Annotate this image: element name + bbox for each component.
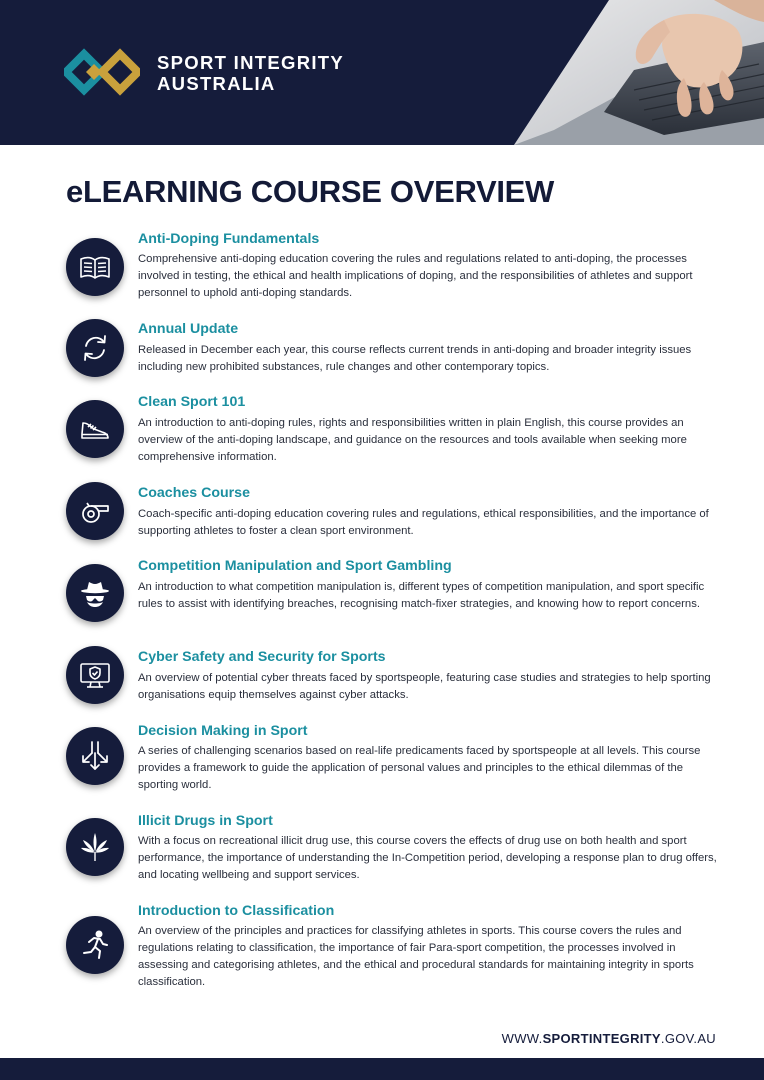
course-icon-illicit-drugs: [66, 818, 124, 876]
course-title: Competition Manipulation and Sport Gambling: [138, 558, 452, 574]
course-title: Illicit Drugs in Sport: [138, 813, 273, 829]
course-icon-classification: [66, 916, 124, 974]
open-book-icon: [78, 250, 112, 284]
course-description: An overview of potential cyber threats faced by sportspeople, featuring case studies and strategies to help sporting organisations equip themselves against cyber attacks.: [138, 672, 711, 701]
course-description: Coach-specific anti-doping education covering rules and regulations, ethical responsibilities, and the importance of supporting athletes to foster a clean sport environment.: [138, 508, 709, 537]
header-banner: [0, 0, 764, 145]
course-description: Comprehensive anti-doping education covering the rules and regulations related to anti-doping, the processes involved in testing, the ethical and health implications of doping, and the responsibilities of athletes and support personnel to uphold anti-doping standards.: [138, 253, 693, 299]
running-person-icon: [78, 928, 112, 962]
sport-integrity-logo-icon: [64, 42, 140, 104]
monitor-shield-icon: [78, 658, 112, 692]
url-domain: SPORTINTEGRITY: [542, 1031, 661, 1046]
course-description: An overview of the principles and practices for classifying athletes in sports. This course covers the rules and regulations relating to classification, the importance of fair Para-sport competition, the processes involved in assessing and categorising athletes, and the ethical and procedural standards for maintaining integrity in sports classification.: [138, 925, 694, 988]
course-icon-annual-update: [66, 319, 124, 377]
brand-line-2: AUSTRALIA: [157, 73, 276, 94]
course-title: Anti-Doping Fundamentals: [138, 231, 320, 247]
url-prefix: WWW.: [501, 1031, 543, 1046]
url-suffix: .GOV.AU: [660, 1031, 716, 1046]
course-icon-cyber-safety: [66, 646, 124, 704]
page-title: eLEARNING COURSE OVERVIEW: [66, 174, 555, 209]
course-description: An introduction to anti-doping rules, rights and responsibilities written in plain English, this course provides an overview of the anti-doping landscape, and guidance on the resources and tools available when seeking more comprehensive information.: [138, 417, 687, 463]
course-icon-anti-doping: [66, 238, 124, 296]
refresh-arrows-icon: [78, 331, 112, 365]
course-title: Clean Sport 101: [138, 394, 246, 410]
course-description: With a focus on recreational illicit drug use, this course covers the effects of drug use on both health and sport performance, the importance of understanding the In-Competition period, developing a response plan to drug offers, and locating wellbeing and support services.: [138, 835, 717, 881]
footer-website-url[interactable]: [502, 1031, 716, 1046]
diverging-arrows-icon: [78, 739, 112, 773]
course-icon-decision-making: [66, 727, 124, 785]
course-title: Coaches Course: [138, 485, 250, 501]
laptop-typing-photo: [514, 0, 764, 145]
course-description: An introduction to what competition manipulation is, different types of competition manipulation, and sport specific rules to assist with identifying breaches, recognising match-fixer strategies, and knowing how to report concerns.: [138, 581, 705, 610]
incognito-hat-icon: [78, 576, 112, 610]
footer-bar: [0, 1058, 764, 1080]
cannabis-leaf-icon: [78, 830, 112, 864]
course-icon-competition-manipulation: [66, 564, 124, 622]
course-title: Decision Making in Sport: [138, 723, 308, 739]
course-title: Cyber Safety and Security for Sports: [138, 649, 386, 665]
brand-name: [157, 52, 344, 94]
course-icon-clean-sport: [66, 400, 124, 458]
course-description: Released in December each year, this course reflects current trends in anti-doping and broader integrity issues including new prohibited substances, rule changes and other contemporary topics.: [138, 344, 692, 373]
course-title: Introduction to Classification: [138, 903, 335, 919]
course-title: Annual Update: [138, 321, 239, 337]
course-description: A series of challenging scenarios based on real-life predicaments faced by sportspeople at all levels. This course provides a framework to guide the application of personal values and principles to the ethical dilemmas of the sporting world.: [138, 745, 701, 791]
whistle-icon: [78, 494, 112, 528]
sneaker-icon: [78, 412, 112, 446]
course-icon-coaches: [66, 482, 124, 540]
brand-line-1: SPORT INTEGRITY: [157, 52, 345, 73]
